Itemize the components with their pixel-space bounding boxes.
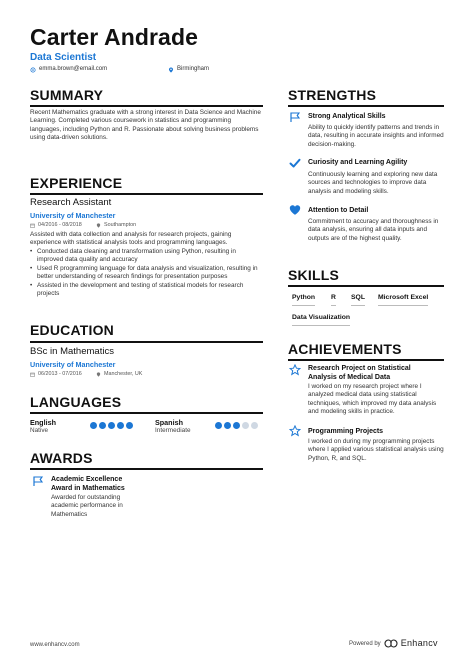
job-bullets bbox=[30, 248, 262, 298]
skill-tag: R bbox=[331, 293, 336, 306]
job-bullet: • Conducted data cleaning and transformation using Python, resulting in improved data quality and accuracy bbox=[30, 248, 262, 265]
skill-tag: Microsoft Excel bbox=[378, 293, 428, 306]
skill-tag: Python bbox=[292, 293, 315, 306]
rating-dot-filled bbox=[99, 422, 106, 429]
experience-divider bbox=[30, 193, 263, 195]
language-name: Spanish bbox=[155, 418, 183, 427]
job-bullet: • Assisted in the development and testing of statistical models for research projects bbox=[30, 282, 262, 299]
experience-heading: EXPERIENCE bbox=[30, 175, 123, 191]
strength-title: Strong Analytical Skills bbox=[308, 113, 386, 120]
rating-dot-filled bbox=[233, 422, 240, 429]
job-dates bbox=[30, 222, 82, 229]
strength-title: Attention to Detail bbox=[308, 207, 369, 214]
achievements-divider bbox=[288, 359, 444, 361]
heart-icon bbox=[289, 204, 301, 216]
flag-icon bbox=[289, 111, 301, 123]
job-organization: University of Manchester bbox=[30, 211, 116, 220]
flag-icon bbox=[32, 475, 44, 487]
language-name: English bbox=[30, 418, 56, 427]
enhancv-logo-icon bbox=[384, 639, 398, 648]
brand-name: Enhancv bbox=[400, 638, 438, 648]
achievement-description: I worked on my research project where I analyzed medical data using statistical techniques, which improved my data analysis and modeling skills in practice. bbox=[308, 383, 437, 416]
rating-dot-filled bbox=[224, 422, 231, 429]
job-dates-text: 04/2016 - 08/2018 bbox=[38, 222, 82, 228]
education-dates bbox=[30, 371, 82, 378]
languages-divider bbox=[30, 412, 263, 414]
languages-heading: LANGUAGES bbox=[30, 394, 122, 410]
rating-dot-filled bbox=[117, 422, 124, 429]
achievements-heading: ACHIEVEMENTS bbox=[288, 341, 402, 357]
education-degree: BSc in Mathematics bbox=[30, 346, 114, 357]
achievement-title: Programming Projects bbox=[308, 428, 384, 435]
check-icon bbox=[289, 157, 301, 169]
strengths-heading: STRENGTHS bbox=[288, 87, 377, 103]
footer-branding[interactable] bbox=[349, 638, 438, 649]
candidate-name: Carter Andrade bbox=[30, 24, 198, 50]
contact-email-text: emma.brown@email.com bbox=[39, 66, 108, 72]
education-dates-text: 06/2013 - 07/2016 bbox=[38, 371, 82, 377]
education-location-text: Manchester, UK bbox=[104, 371, 143, 377]
powered-by-text: Powered by bbox=[349, 640, 381, 647]
language-level: Native bbox=[30, 427, 49, 434]
skills-heading: SKILLS bbox=[288, 267, 339, 283]
education-heading: EDUCATION bbox=[30, 322, 114, 338]
education-location bbox=[96, 371, 142, 378]
calendar-icon bbox=[30, 223, 35, 228]
awards-heading: AWARDS bbox=[30, 450, 93, 466]
skill-tag: SQL bbox=[351, 293, 365, 306]
job-location bbox=[96, 222, 136, 229]
summary-heading: SUMMARY bbox=[30, 87, 104, 103]
award-title: Academic Excellence Award in Mathematics bbox=[51, 476, 125, 492]
achievement-description: I worked on during my programming projects where I applied various statistical analysis using Python, R, and SQL. bbox=[308, 438, 444, 462]
achievement-title: Research Project on Statistical Analysis of Medical Data bbox=[308, 365, 411, 381]
calendar-icon bbox=[30, 372, 35, 377]
strengths-divider bbox=[288, 105, 444, 107]
strength-description: Commitment to accuracy and thoroughness in data analysis, ensuring all data inputs and outputs are of the highest quality. bbox=[308, 218, 439, 242]
job-intro: Assisted with data collection and analysis for research projects, gaining experience with statistical analysis tools and programming languages. bbox=[30, 231, 232, 247]
award-description: Awarded for outstanding academic performance in Mathematics bbox=[51, 494, 123, 518]
rating-dot-filled bbox=[126, 422, 133, 429]
star-icon bbox=[289, 425, 301, 437]
education-organization: University of Manchester bbox=[30, 360, 116, 369]
strength-title: Curiosity and Learning Agility bbox=[308, 159, 408, 166]
location-pin-icon bbox=[96, 223, 101, 228]
rating-dot-empty bbox=[251, 422, 258, 429]
location-pin-icon bbox=[96, 372, 101, 377]
contact-location-text: Birmingham bbox=[177, 66, 210, 72]
job-location-text: Southampton bbox=[104, 222, 137, 228]
language-rating bbox=[90, 422, 133, 429]
contact-email[interactable] bbox=[30, 65, 107, 74]
skills-divider bbox=[288, 285, 444, 287]
language-rating bbox=[215, 422, 258, 429]
education-divider bbox=[30, 341, 263, 343]
star-icon bbox=[289, 364, 301, 376]
rating-dot-filled bbox=[108, 422, 115, 429]
candidate-role: Data Scientist bbox=[30, 52, 97, 63]
job-title: Research Assistant bbox=[30, 197, 112, 208]
email-icon bbox=[30, 67, 36, 73]
language-level: Intermediate bbox=[155, 427, 191, 434]
skill-tag: Data Visualization bbox=[292, 313, 350, 326]
summary-divider bbox=[30, 105, 263, 107]
job-bullet: • Used R programming language for data analysis and visualization, resulting in better understanding of research findings for presentation purposes bbox=[30, 265, 262, 282]
rating-dot-empty bbox=[242, 422, 249, 429]
summary-text: Recent Mathematics graduate with a strong interest in Data Science and Machine Learning. Completed various coursework in statistics and programming languages, including Python and R. Passionate about solving business problems using data-driven solutions. bbox=[30, 109, 261, 142]
contact-location bbox=[168, 65, 209, 74]
strength-description: Continuously learning and exploring new data sources and technologies to improve data analysis and modeling skills. bbox=[308, 171, 438, 195]
awards-divider bbox=[30, 468, 263, 470]
footer-site-link[interactable]: www.enhancv.com bbox=[30, 642, 80, 648]
rating-dot-filled bbox=[215, 422, 222, 429]
rating-dot-filled bbox=[90, 422, 97, 429]
location-pin-icon bbox=[168, 67, 174, 73]
strength-description: Ability to quickly identify patterns and trends in data, resulting in accurate insights and informed decision-making. bbox=[308, 124, 444, 148]
